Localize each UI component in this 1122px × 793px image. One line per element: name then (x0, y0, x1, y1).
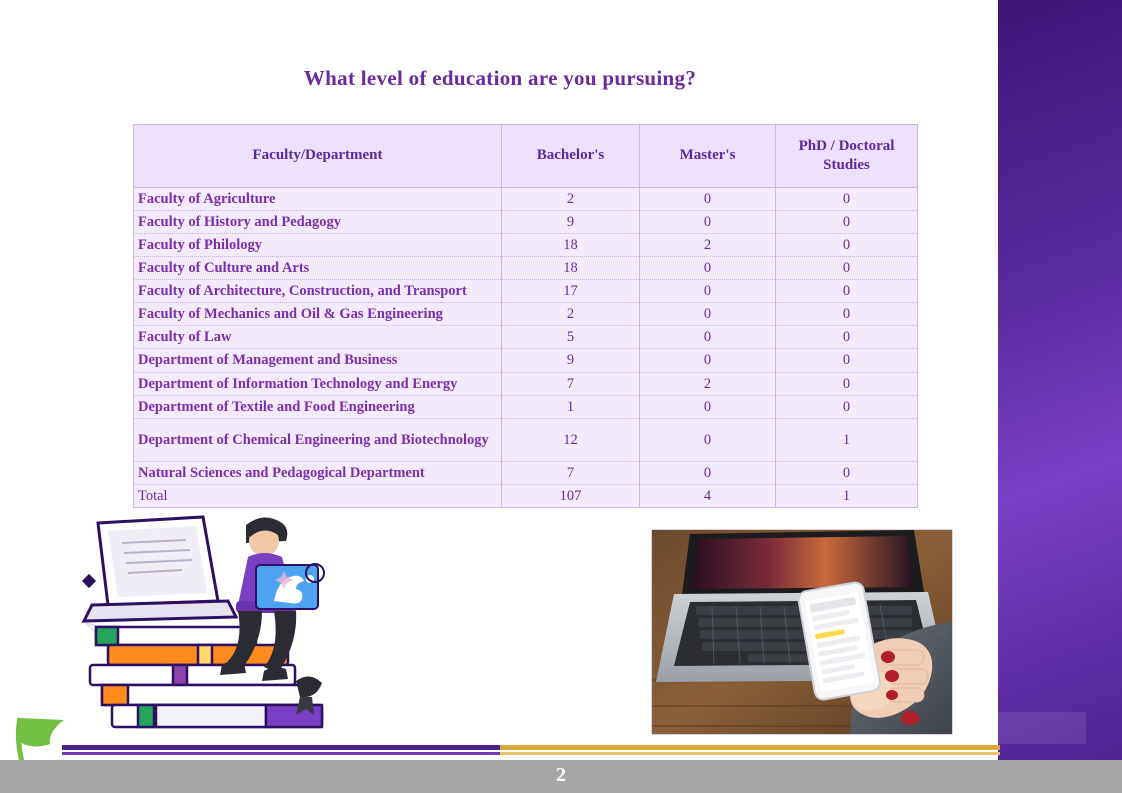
education-table-wrapper (133, 124, 917, 508)
cell-master: 2 (640, 233, 776, 256)
table-row (134, 372, 918, 395)
footer-rule-gold (500, 745, 1000, 750)
slide-number: 2 (556, 764, 566, 786)
cell-bachelor: 17 (502, 280, 640, 303)
cell-master: 0 (640, 418, 776, 461)
cell-bachelor: 9 (502, 210, 640, 233)
cell-faculty: Natural Sciences and Pedagogical Department (134, 461, 502, 484)
table-header-row (134, 125, 918, 188)
cell-master: 0 (640, 461, 776, 484)
education-level-table (133, 124, 918, 508)
cell-faculty: Faculty of Philology (134, 233, 502, 256)
cell-bachelor: 1 (502, 395, 640, 418)
cell-phd: 0 (776, 280, 918, 303)
table-row (134, 326, 918, 349)
cell-faculty: Faculty of History and Pedagogy (134, 210, 502, 233)
cell-phd: 0 (776, 187, 918, 210)
cell-bachelor: 18 (502, 256, 640, 279)
table-row (134, 349, 918, 372)
cell-faculty: Department of Management and Business (134, 349, 502, 372)
cell-total-phd: 1 (776, 484, 918, 507)
column-header-bachelor: Bachelor's (502, 125, 640, 188)
cell-total-master: 4 (640, 484, 776, 507)
cell-phd: 0 (776, 372, 918, 395)
cell-faculty: Faculty of Culture and Arts (134, 256, 502, 279)
laptop-and-phone-photo (651, 529, 953, 735)
cell-phd: 0 (776, 233, 918, 256)
cell-phd: 1 (776, 418, 918, 461)
table-row (134, 303, 918, 326)
green-flag-icon (14, 716, 72, 766)
cell-faculty: Faculty of Mechanics and Oil & Gas Engineering (134, 303, 502, 326)
cell-phd: 0 (776, 326, 918, 349)
cell-phd: 0 (776, 210, 918, 233)
footer-banner (0, 760, 1122, 793)
cell-faculty: Department of Textile and Food Engineering (134, 395, 502, 418)
cell-bachelor: 2 (502, 303, 640, 326)
footer-rule-purple (62, 745, 500, 750)
cell-total-label: Total (134, 484, 502, 507)
cell-phd: 0 (776, 256, 918, 279)
cell-master: 2 (640, 372, 776, 395)
cell-bachelor: 5 (502, 326, 640, 349)
cell-master: 0 (640, 210, 776, 233)
cell-master: 0 (640, 303, 776, 326)
cell-master: 0 (640, 349, 776, 372)
cell-master: 0 (640, 395, 776, 418)
table-row (134, 233, 918, 256)
cell-faculty: Faculty of Agriculture (134, 187, 502, 210)
cell-bachelor: 2 (502, 187, 640, 210)
cell-faculty: Faculty of Law (134, 326, 502, 349)
table-row (134, 256, 918, 279)
cell-phd: 0 (776, 395, 918, 418)
cell-bachelor: 7 (502, 461, 640, 484)
page-title: What level of education are you pursuing? (303, 66, 697, 90)
cell-bachelor: 18 (502, 233, 640, 256)
cell-master: 0 (640, 280, 776, 303)
cell-master: 0 (640, 326, 776, 349)
cell-faculty: Department of Chemical Engineering and Biotechnology (134, 418, 502, 461)
cell-faculty: Department of Information Technology and Energy (134, 372, 502, 395)
right-decorative-band (998, 0, 1122, 793)
table-row (134, 187, 918, 210)
cell-faculty: Faculty of Architecture, Construction, and Transport (134, 280, 502, 303)
table-row (134, 280, 918, 303)
student-illustration (78, 505, 348, 750)
table-row (134, 418, 918, 461)
cell-master: 0 (640, 187, 776, 210)
cell-phd: 0 (776, 461, 918, 484)
band-accent-rectangle (998, 712, 1086, 744)
cell-bachelor: 7 (502, 372, 640, 395)
cell-bachelor: 12 (502, 418, 640, 461)
footer-rule-purple-thin (62, 752, 500, 755)
column-header-phd: PhD / Doctoral Studies (776, 125, 918, 188)
table-row (134, 210, 918, 233)
column-header-master: Master's (640, 125, 776, 188)
column-header-faculty: Faculty/Department (134, 125, 502, 188)
table-row (134, 395, 918, 418)
table-row (134, 461, 918, 484)
cell-phd: 0 (776, 349, 918, 372)
cell-bachelor: 9 (502, 349, 640, 372)
cell-master: 0 (640, 256, 776, 279)
cell-total-bachelor: 107 (502, 484, 640, 507)
cell-phd: 0 (776, 303, 918, 326)
footer-rule-gold-thin (500, 752, 1000, 755)
